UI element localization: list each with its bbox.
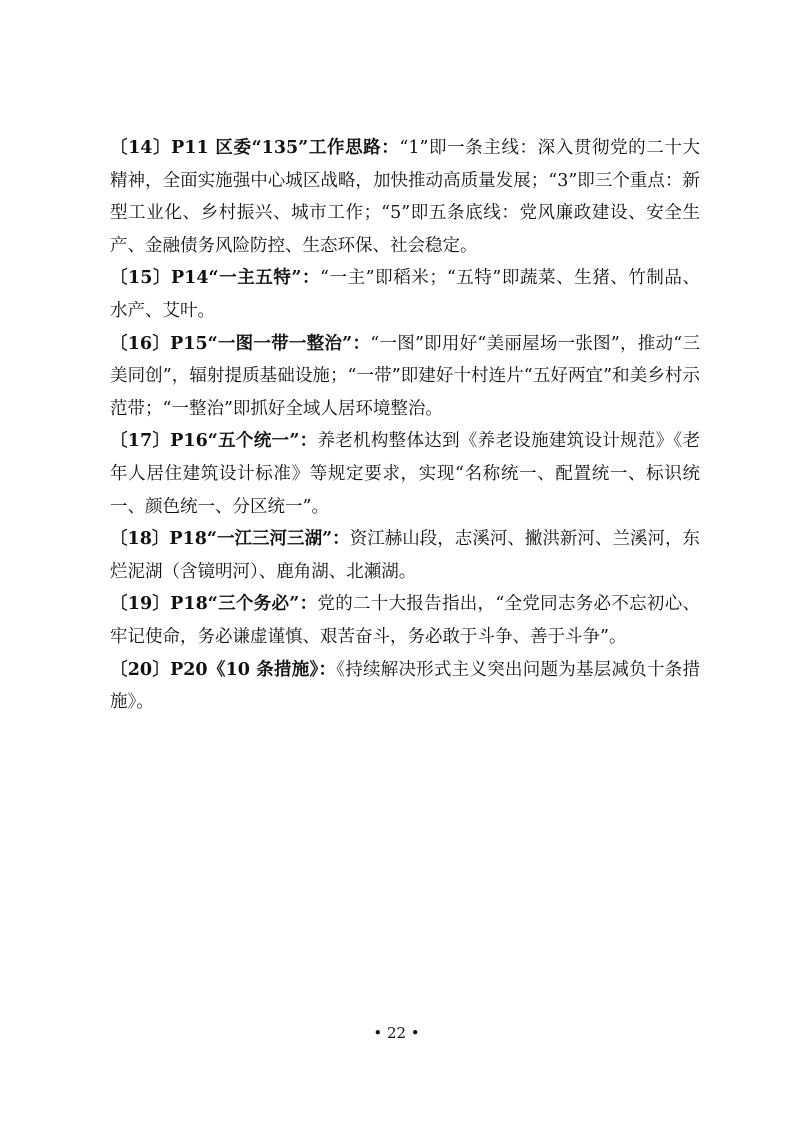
note-text: “一图”即用好“美丽屋场一张图”，推动“三美同创”，辐射提质基础设施；“一带”即建好十村连片“五好两宜”和美乡村示范带；“一整治”即抓好全域人居环境整治。: [110, 333, 701, 419]
notes-list: [110, 132, 700, 719]
note-heading: 〔14〕P11 区委“135”工作思路：: [110, 138, 400, 158]
note-heading: 〔18〕P18“一江三河三湖”：: [110, 529, 350, 550]
note-text: “1”即一条主线：深入贯彻党的二十大精神，全面实施强中心城区战略，加快推动高质量发展；“3”即三个重点：新型工业化、乡村振兴、城市工作；“5”即五条底线：党风廉政建设、安全生产、金融债务风险防控、生态环保、社会稳定。: [110, 138, 700, 256]
note-text: 《持续解决形式主义突出问题为基层减负十条措施》。: [110, 659, 701, 713]
note-text: 党的二十大报告指出，“全党同志务必不忘初心、牢记使命，务必谦虚谨慎、艰苦奋斗，务必敢于斗争、善于斗争”。: [110, 594, 700, 647]
note-19: [110, 588, 700, 653]
note-heading: 〔19〕P18“三个务必”：: [110, 594, 318, 615]
note-17: [110, 425, 700, 523]
note-16: [110, 328, 700, 426]
note-text: 资江赫山段，志溪河、撇洪新河、兰溪河，东烂泥湖（含镜明河）、鹿角湖、北瀬湖。: [110, 529, 701, 582]
note-heading: 〔16〕P15“一图一带一整治”：: [110, 333, 371, 354]
note-heading: 〔15〕P14“一主五特”：: [110, 268, 321, 289]
note-20: [110, 654, 700, 719]
note-15: [110, 262, 700, 327]
page-number: • 22 •: [373, 1024, 420, 1042]
note-heading: 〔17〕P16“五个统一”：: [110, 431, 318, 452]
note-text: 养老机构整体达到《养老设施建筑设计规范》《老年人居住建筑设计标准》等规定要求，实现“名称统一、配置统一、标识统一、颜色统一、分区统一”。: [110, 431, 700, 517]
note-18: [110, 523, 700, 588]
note-14: [110, 132, 700, 262]
note-heading: 〔20〕P20《10 条措施》：: [110, 659, 337, 680]
note-text: “一主”即稻米；“五特”即蔬菜、生猪、竹制品、水产、艾叶。: [110, 268, 700, 321]
